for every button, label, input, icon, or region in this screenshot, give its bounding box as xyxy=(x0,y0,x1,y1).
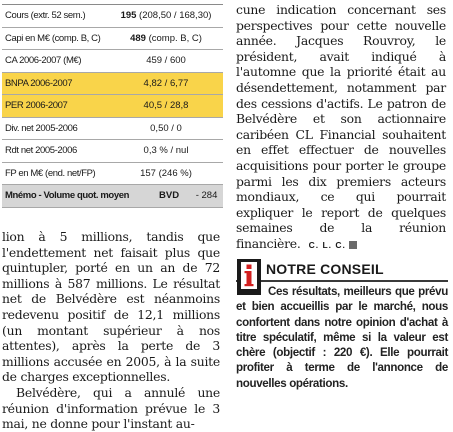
article-paragraph: lion à 5 millions, tandis que l'endettement net faisait plus que quintupler, porté en un an de 72 millions à 587 millions. Le résultat net de Belvédère est néanmoins redevenu positif de 12,1 millions (un montant supérieur à nos attentes), après la perte de 3 millions accusée en 2005, à la suite de charges exceptionnelles. xyxy=(2,229,220,385)
row-label: Div. net 2005-2006 xyxy=(5,122,78,134)
row-value xyxy=(109,168,223,179)
row-value-text: 4,82 / 6,77 xyxy=(143,77,189,89)
end-mark xyxy=(349,241,357,249)
stock-data-table xyxy=(2,4,223,208)
row-value-text: 40,5 / 28,8 xyxy=(143,100,189,112)
info-icon xyxy=(236,258,262,296)
article-column-right xyxy=(236,2,446,254)
row-value-text: - 284 xyxy=(193,190,218,202)
row-value xyxy=(109,55,223,66)
article-paragraph xyxy=(236,2,446,254)
row-value-text: 0,3 % / nul xyxy=(143,145,189,157)
row-label: Cours (extr. 52 sem.) xyxy=(5,10,86,22)
row-label: FP en M€ (end. net/FP) xyxy=(5,167,96,179)
row-label: Capi en M€ (comp. B, C) xyxy=(5,32,101,44)
row-value xyxy=(109,123,223,134)
row-value-text: (comp. B, C) xyxy=(145,32,202,44)
article-text: cune indication concernant ses perspectives pour cette nouvelle année. Jacques Rouvroy, le président, avait indiqué à l'automne que la priorité était au désendettement, notamment par des cessions d'actifs. Le patron de Belvédère et son actionnaire caribéen CL Financial souhaitent en effet effectuer de nouvelles acquisitions pour porter le groupe parmi les dix premiers acteurs mondiaux, ce qui pourrait expliquer le report de quelques semaines de la réunion financière. xyxy=(236,2,446,251)
advice-box xyxy=(236,258,448,391)
advice-text: Ces résultats, meilleurs que prévu et bien accueillis par le marché, nous confortent dans notre opinion d'achat à titre spéculatif, même si la valeur est chère (objectif : 220 €). Elle pourrait profiter à terme de l'annonce de nouvelles opérations. xyxy=(236,285,448,390)
row-value-text: 157 (246 %) xyxy=(140,167,192,179)
article-paragraph: Belvédère, qui a annulé une réunion d'information prévue le 3 mai, ne donne pour l'instant au- xyxy=(2,384,220,432)
row-label: CA 2006-2007 (M€) xyxy=(5,55,82,67)
row-label: BNPA 2006-2007 xyxy=(5,77,73,89)
table-row xyxy=(2,28,223,51)
table-row xyxy=(2,5,223,28)
row-value xyxy=(109,100,223,111)
row-label: Mnémo - Volume quot. moyen xyxy=(5,190,130,202)
table-row xyxy=(2,50,223,73)
table-row xyxy=(2,95,223,118)
row-value xyxy=(155,190,223,201)
row-value xyxy=(109,33,223,44)
advice-header xyxy=(236,258,448,282)
table-row xyxy=(2,118,223,141)
row-value-bold: 195 xyxy=(120,10,137,22)
row-value xyxy=(109,78,223,89)
advice-title: NOTRE CONSEIL xyxy=(266,261,384,277)
row-value-text: (208,50 / 168,30) xyxy=(136,10,212,22)
row-value xyxy=(109,145,223,156)
row-label: Rdt net 2005-2006 xyxy=(5,145,77,157)
table-row xyxy=(2,140,223,163)
table-row xyxy=(2,185,223,208)
author-signature: C. L. C. xyxy=(308,239,346,250)
row-label: PER 2006-2007 xyxy=(5,100,68,112)
row-value xyxy=(109,10,223,21)
table-row xyxy=(2,163,223,186)
table-row xyxy=(2,73,223,96)
row-value-text: 0,50 / 0 xyxy=(150,122,182,134)
row-value-bold: BVD xyxy=(159,190,180,202)
article-column-left xyxy=(2,229,220,432)
row-value-text: 459 / 600 xyxy=(146,55,186,67)
row-value-bold: 489 xyxy=(130,32,146,44)
